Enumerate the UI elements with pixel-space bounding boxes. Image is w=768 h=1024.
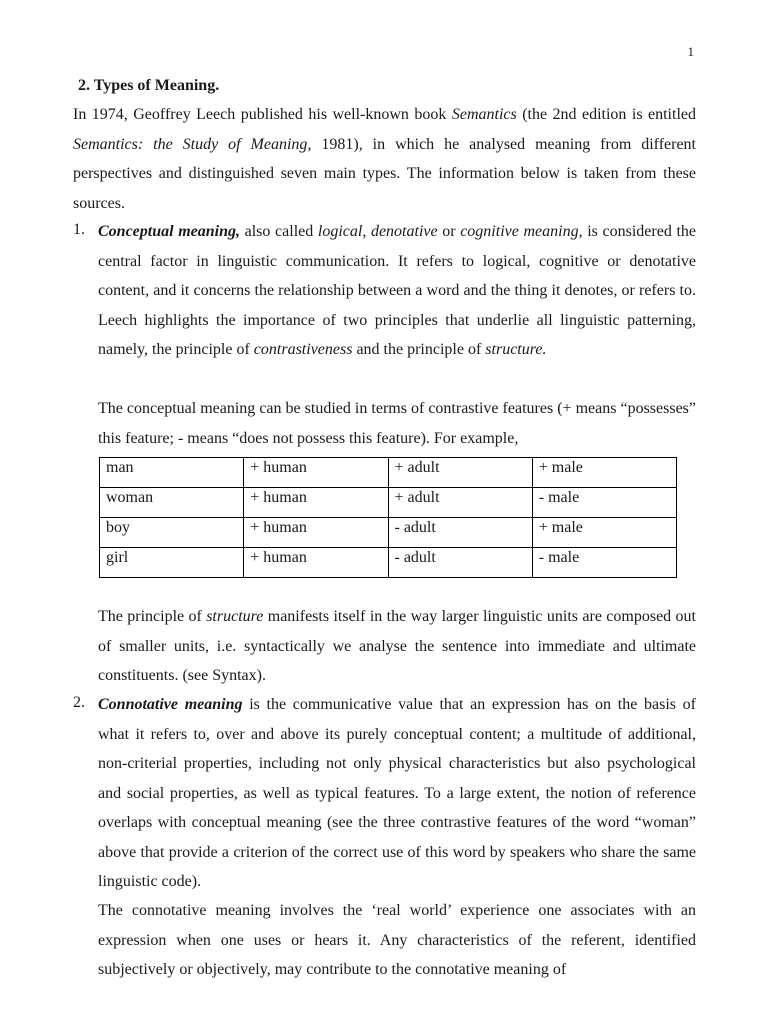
table-cell: - male	[532, 488, 676, 518]
term-conceptual-meaning: Conceptual meaning,	[98, 223, 240, 240]
contrastive-features-paragraph: The conceptual meaning can be studied in terms of contrastive features (+ means “possesses” this feature; - means “does not possess this feature). For example,	[98, 400, 696, 447]
table-row	[100, 488, 677, 518]
item-1-number: 1.	[73, 221, 85, 238]
table-cell: boy	[100, 518, 244, 548]
table-cell: girl	[100, 548, 244, 578]
book-title: Semantics	[451, 106, 517, 123]
table-cell: - male	[532, 548, 676, 578]
table-row	[100, 548, 677, 578]
contrastive-features-table	[99, 457, 677, 578]
table-cell: + human	[244, 488, 388, 518]
table-cell: + male	[532, 518, 676, 548]
real-world-paragraph: The connotative meaning involves the ‘real world’ experience one associates with an expression when one uses or hears it. Any characteristics of the referent, identified subjectively or objectively, may contribute to the connotative meaning of	[98, 902, 696, 978]
structure-paragraph: The principle of structure manifests itself in the way larger linguistic units are composed out of smaller units, i.e. syntactically we analyse the sentence into immediate and ultimate constituents. (see Syntax).	[98, 608, 697, 684]
conceptual-meaning-paragraph: Conceptual meaning, also called logical, denotative or cognitive meaning, is considered the central factor in linguistic communication. It refers to logical, cognitive or denotative content, and it concerns the relationship between a word and the thing it denotes, or refers to. Leech highlights the importance of two principles that underlie all linguistic patterning, namely, the principle of contrastiveness and the principle of structure.	[98, 223, 697, 358]
table-cell: + adult	[388, 458, 532, 488]
table-cell: + adult	[388, 488, 532, 518]
page-number: 1	[687, 44, 694, 59]
table-row	[100, 518, 677, 548]
book-title-2nd-edition: Semantics: the Study of Meaning	[73, 135, 308, 153]
item-2-number: 2.	[73, 694, 85, 711]
table-cell: + human	[244, 548, 388, 578]
table-cell: + human	[244, 458, 388, 488]
term-connotative-meaning: Connotative meaning	[98, 696, 243, 713]
table-cell: - adult	[388, 548, 532, 578]
section-heading: 2. Types of Meaning.	[78, 77, 220, 94]
connotative-meaning-paragraph: Connotative meaning is the communicative value that an expression has on the basis of what it refers to, over and above its purely conceptual content; a multitude of additional, non-criterial properties, including not only physical characteristics but also psychological and social properties, as well as typical features. To a large extent, the notion of reference overlaps with conceptual meaning (see the three contrastive features of the word “woman” above that provide a criterion of the correct use of this word by speakers who share the same linguistic code).	[98, 696, 697, 890]
intro-paragraph: In 1974, Geoffrey Leech published his well-known book Semantics (the 2nd edition is entitled Semantics: the Study of Meaning, 1981), in which he analysed meaning from different perspectives and distinguished seven main types. The information below is taken from these sources.	[73, 106, 696, 212]
term-structure: structure	[206, 608, 264, 625]
table-row	[100, 458, 677, 488]
table-cell: - adult	[388, 518, 532, 548]
table-cell: woman	[100, 488, 244, 518]
table-cell: + human	[244, 518, 388, 548]
table-cell: + male	[532, 458, 676, 488]
table-cell: man	[100, 458, 244, 488]
